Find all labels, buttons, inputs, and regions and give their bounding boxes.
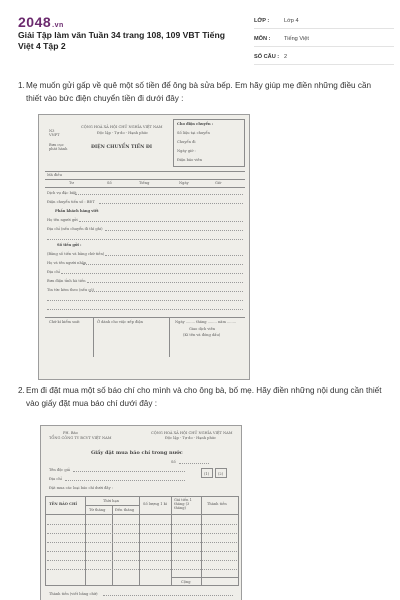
fill-line <box>73 471 185 472</box>
meta-row-question-count <box>254 50 394 65</box>
row-label: Tư <box>69 181 74 185</box>
form-code: N3 VNPT <box>49 129 60 137</box>
table-row-line <box>47 569 237 570</box>
question-number: 2. <box>18 386 25 395</box>
row-label: Ngày <box>179 181 189 185</box>
fill-line <box>179 463 209 464</box>
sorting-label: Ở dành cho việc xếp điện <box>97 320 143 324</box>
row-label: Giờ <box>215 181 222 185</box>
fill-line <box>47 239 243 240</box>
box-line: Chuyển đi <box>177 140 196 144</box>
question-text: Mẹ muốn gửi gấp về quê một số tiền để ông bà sửa bếp. Em hãy giúp mẹ điền những điều cần thiết vào bức điện chuyển tiền đi dưới đây : <box>26 81 372 103</box>
row-label: Số <box>107 181 112 185</box>
clerk-title: Giao dịch viên <box>189 327 216 331</box>
amount-words-label: Thành tiền (viết bằng chữ) <box>49 592 98 596</box>
table-row-line <box>47 560 237 561</box>
table-header: Đến tháng <box>115 508 135 512</box>
form-line-label: Bưu điện tỉnh hà tiền <box>47 279 86 283</box>
box-line: Cho điện chuyển : <box>177 122 214 126</box>
rule <box>45 317 245 318</box>
meta-row-subject <box>254 32 394 47</box>
transfer-info-box <box>173 119 245 167</box>
rule <box>169 317 170 357</box>
motto: Độc lập - Tự do - Hạnh phúc <box>97 131 149 135</box>
form-line-label: Tin tức kèm theo (nếu có) <box>47 288 94 292</box>
org-line: PH. Báo <box>63 431 78 435</box>
fill-line <box>65 480 185 481</box>
form-line-label: Địa chỉ <box>47 270 60 274</box>
code-box <box>201 468 213 478</box>
fill-line <box>99 203 243 204</box>
box-line: Điện báo viên <box>177 158 203 162</box>
fill-line <box>105 255 243 256</box>
page-title: Giải Tập làm văn Tuần 34 trang 108, 109 VBT Tiếng Việt 4 Tập 2 <box>18 30 225 51</box>
table-col-rule <box>201 496 202 586</box>
field-label: Địa chỉ <box>49 477 62 481</box>
fill-line <box>61 273 243 274</box>
table-header: Từ tháng <box>89 508 106 512</box>
table-header: Giá tiền 1 tháng (3 tháng) <box>174 498 192 510</box>
table-subheader-rule <box>85 505 139 506</box>
question-text: Em đi đặt mua một số báo chí cho mình và cho ông bà, bố mẹ. Hãy điền những nội dung cần thiết vào giấy đặt mua báo chí dưới đây : <box>26 386 382 408</box>
total-rule <box>171 577 239 578</box>
form-line-label: Địa chỉ (nếu chuyển đi thì ghi) <box>47 227 103 231</box>
fill-line <box>87 282 243 283</box>
code-box <box>215 468 227 478</box>
meta-value: Tiếng Việt <box>284 36 309 42</box>
form-line-label: Dịch vụ đặc biệt <box>47 191 77 195</box>
signature-label: Chữ kí kiểm soát <box>49 320 80 324</box>
table-row-line <box>47 542 237 543</box>
meta-row-class <box>254 14 394 29</box>
fill-line <box>83 264 243 265</box>
table-col-rule <box>171 496 172 586</box>
table-col-rule <box>139 496 140 586</box>
site-logo[interactable] <box>18 14 64 30</box>
logo-suffix: .vn <box>52 22 64 29</box>
form-line-label: Họ tên người gửi <box>47 218 78 222</box>
form-line-label: (Bằng số tiền và bằng chữ tiền) <box>47 252 105 256</box>
date-line: Ngày ........ tháng ........ năm ........ <box>175 320 237 324</box>
total-label: Cộng <box>181 580 191 584</box>
rule <box>93 317 94 357</box>
table-header: Thành tiền <box>207 502 227 506</box>
field-label: Tên độc giả <box>49 468 71 472</box>
fill-line <box>103 595 233 596</box>
table-header: Số lượng 1 kì <box>143 502 167 506</box>
row-label: Tiếng <box>139 181 150 185</box>
clerk-subtitle: (Kí tên và đóng dấu) <box>183 333 221 337</box>
fill-line <box>75 194 243 195</box>
republic-heading: CỘNG HOÀ XÃ HỘI CHỦ NGHĨA VIỆT NAM <box>81 125 163 129</box>
page-header <box>0 0 400 70</box>
form-title: ĐIỆN CHUYỂN TIỀN ĐI <box>91 145 153 150</box>
table-header: TÊN BÁO CHÍ <box>49 502 78 506</box>
number-label: Số <box>171 460 176 464</box>
fill-line <box>89 291 243 292</box>
form-section-label: Số tiền gửi : <box>57 243 82 247</box>
table-row-line <box>47 524 237 525</box>
table-col-rule <box>112 505 113 586</box>
republic-heading: CỘNG HOÀ XÃ HỘI CHỦ NGHĨA VIỆT NAM <box>151 431 233 435</box>
fill-line <box>79 221 243 222</box>
form-section-label: Phần khách hàng viết <box>55 209 99 213</box>
logo-main: 2048 <box>18 14 52 30</box>
question-2 <box>18 385 386 410</box>
meta-value: 2 <box>284 54 288 60</box>
fill-line <box>47 309 243 310</box>
order-table <box>45 496 239 586</box>
code-box-label: (2) <box>218 472 224 476</box>
newspaper-order-form-image <box>40 425 242 600</box>
rule <box>45 187 245 188</box>
field-label: Đặt mua các loại báo chí dưới đây : <box>49 486 113 490</box>
box-line: Ngày giờ : <box>177 149 196 153</box>
row-label: Mã điều <box>47 173 62 177</box>
meta-info <box>254 14 394 68</box>
form-line-label: Điện chuyển tiền số : BĐT <box>47 200 95 204</box>
question-number: 1. <box>18 81 25 90</box>
form-line-label: Họ và tên người nhận <box>47 261 87 265</box>
table-row-line <box>47 533 237 534</box>
meta-value: Lớp 4 <box>284 18 299 24</box>
meta-key: MÔN : <box>254 36 271 42</box>
table-header: Thời hạn <box>103 499 119 503</box>
table-row-line <box>47 551 237 552</box>
fill-line <box>47 300 243 301</box>
org-line: TỔNG CÔNG TY BCVT VIỆT NAM <box>49 436 112 440</box>
question-1 <box>18 80 386 105</box>
table-header-rule <box>45 514 239 515</box>
rule <box>45 171 245 172</box>
motto: Độc lập - Tự do - Hạnh phúc <box>165 436 217 440</box>
office-label: Bưu cục phát hành <box>49 143 68 151</box>
rule <box>45 179 245 180</box>
fill-line <box>105 230 243 231</box>
meta-key: SỐ CÂU : <box>254 54 280 60</box>
box-line: Số liệu tại chuyển <box>177 131 210 135</box>
code-box-label: (1) <box>204 472 210 476</box>
table-col-rule <box>85 496 86 586</box>
form-title: Giấy đặt mua báo chí trong nước <box>91 450 183 456</box>
meta-key: LỚP : <box>254 18 270 24</box>
money-transfer-form-image <box>38 114 250 380</box>
